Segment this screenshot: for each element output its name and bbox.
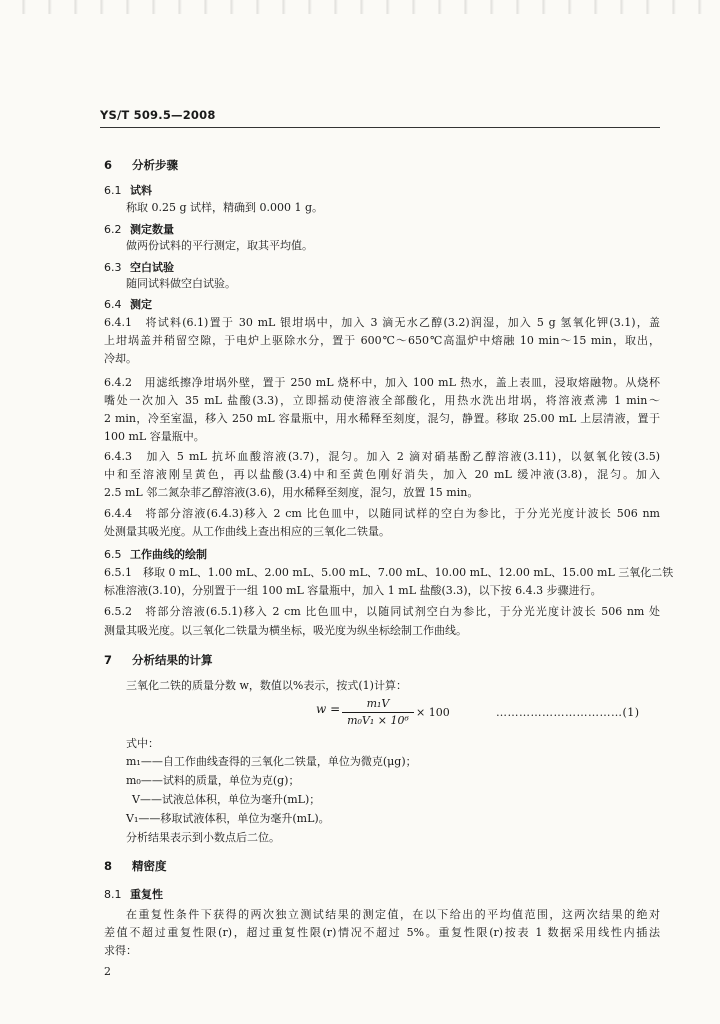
- variable-definition: V——试液总体积，单位为毫升(mL)；: [132, 793, 321, 806]
- formula-lhs: w =: [316, 702, 341, 716]
- subsection-number: 6.1: [104, 184, 122, 197]
- paragraph-line: 6.5.2 将部分溶液(6.5.1)移入 2 cm 比色皿中，以随同试剂空白为参比，于分光光度计波长 506 nm 处: [104, 605, 660, 618]
- paragraph-line: 做两份试料的平行测定，取其平均值。: [126, 239, 313, 252]
- subsection-number: 6.2: [104, 223, 122, 236]
- subsection-number: 6.5: [104, 548, 122, 561]
- variable-definition: m₁——自工作曲线查得的三氧化二铁量，单位为微克(μg)；: [126, 755, 417, 768]
- fraction-bar: [342, 712, 414, 713]
- subsection-title: 工作曲线的绘制: [130, 548, 207, 561]
- subsection-title: 重复性: [130, 888, 163, 901]
- paragraph-line: 上坩埚盖并稍留空隙，于电炉上驱除水分，置于 600℃～650℃高温炉中熔融 10 min～15 min，取出，: [104, 334, 660, 347]
- subsection-title: 空白试验: [130, 261, 174, 274]
- rounding-note: 分析结果表示到小数点后二位。: [126, 831, 280, 844]
- paragraph-line: 差值不超过重复性限(r)，超过重复性限(r)情况不超过 5%。重复性限(r)按表 1 数据采用线性内插法: [104, 926, 660, 939]
- subsection-number: 6.4: [104, 298, 122, 311]
- formula-intro: 三氧化二铁的质量分数 w，数值以%表示，按式(1)计算：: [126, 679, 407, 692]
- subsection-6-2: [104, 221, 174, 237]
- subsection-8-1: [104, 886, 163, 902]
- paragraph-line: 在重复性条件下获得的两次独立测试结果的测定值，在以下给出的平均值范围，这两次结果的绝对: [126, 908, 660, 921]
- variable-definition: m₀——试料的质量，单位为克(g)；: [126, 774, 300, 787]
- paragraph-line: 随同试料做空白试验。: [126, 277, 236, 290]
- paragraph-line: 2 min，冷至室温，移入 250 mL 容量瓶中，用水稀释至刻度，混匀，静置。移取 25.00 mL 上层清液，置于: [104, 412, 660, 425]
- paragraph-line: 6.4.2 用滤纸擦净坩埚外壁，置于 250 mL 烧杯中，加入 100 mL 热水，盖上表皿，浸取熔融物。从烧杯: [104, 376, 660, 389]
- paragraph-line: 6.4.4 将部分溶液(6.4.3)移入 2 cm 比色皿中，以随同试样的空白为参比，于分光光度计波长 506 nm: [104, 507, 660, 520]
- variable-definition: V₁——移取试液体积，单位为毫升(mL)。: [126, 812, 330, 825]
- paragraph-line: 标准溶液(3.10)，分别置于一组 100 mL 容量瓶中，加入 1 mL 盐酸(3.3)，以下按 6.4.3 步骤进行。: [104, 584, 602, 597]
- page-number: 2: [104, 965, 111, 978]
- formula-multiplier: × 100: [416, 706, 450, 719]
- paragraph-line: 2.5 mL 邻二氮杂菲乙醇溶液(3.6)，用水稀释至刻度，混匀，放置 15 min。: [104, 486, 479, 499]
- section-6-heading: [104, 157, 178, 173]
- subsection-title: 试料: [130, 184, 152, 197]
- fraction-denominator: m₀V₁ × 10⁶: [347, 714, 409, 727]
- subsection-title: 测定: [130, 298, 152, 311]
- header-rule: [100, 127, 660, 128]
- section-title: 分析结果的计算: [132, 653, 213, 667]
- paragraph-line: 称取 0.25 g 试样，精确到 0.000 1 g。: [126, 201, 324, 214]
- where-label: 式中：: [126, 737, 159, 750]
- subsection-6-1: [104, 182, 152, 198]
- subsection-number: 6.3: [104, 261, 122, 274]
- section-number: 8: [104, 859, 113, 873]
- paragraph-line: 6.4.3 加入 5 mL 抗坏血酸溶液(3.7)，混匀。加入 2 滴对硝基酚乙醇溶液(3.11)，以氨氧化铵(3.5): [104, 450, 660, 463]
- paragraph-line: 100 mL 容量瓶中。: [104, 430, 205, 443]
- fraction-numerator: m₁V: [366, 697, 390, 710]
- subsection-6-5: [104, 546, 207, 562]
- equation-number: ……………………………(1): [496, 706, 640, 719]
- scan-edge-noise: [0, 0, 720, 14]
- subsection-number: 8.1: [104, 888, 122, 901]
- section-title: 精密度: [132, 859, 167, 873]
- section-7-heading: [104, 652, 213, 668]
- section-number: 7: [104, 653, 113, 667]
- subsection-6-3: [104, 259, 174, 275]
- section-number: 6: [104, 158, 113, 172]
- paragraph-line: 6.5.1 移取 0 mL、1.00 mL、2.00 mL、5.00 mL、7.00 mL、10.00 mL、12.00 mL、15.00 mL 三氧化二铁: [104, 566, 674, 579]
- paragraph-line: 求得：: [104, 944, 137, 957]
- subsection-6-4: [104, 296, 152, 312]
- paragraph-line: 冷却。: [104, 352, 137, 365]
- section-8-heading: [104, 858, 167, 874]
- paragraph-line: 处测量其吸光度。从工作曲线上查出相应的三氧化二铁量。: [104, 525, 390, 538]
- subsection-title: 测定数量: [130, 223, 174, 236]
- paragraph-line: 中和至溶液刚呈黄色，再以盐酸(3.4)中和至黄色刚好消失，加入 20 mL 缓冲液(3.8)，混匀。加入: [104, 468, 660, 481]
- paragraph-line: 6.4.1 将试料(6.1)置于 30 mL 银坩埚中，加入 3 滴无水乙醇(3.2)润湿，加入 5 g 氢氧化钾(3.1)，盖: [104, 316, 660, 329]
- paragraph-line: 嘴处一次加入 35 mL 盐酸(3.3)，立即摇动使溶液全部酸化，用热水洗出坩埚，将溶液煮沸 1 min～: [104, 394, 660, 407]
- section-title: 分析步骤: [132, 158, 178, 172]
- standard-code-header: YS/T 509.5—2008: [100, 108, 216, 122]
- paragraph-line: 测量其吸光度。以三氧化二铁量为横坐标，吸光度为纵坐标绘制工作曲线。: [104, 624, 467, 637]
